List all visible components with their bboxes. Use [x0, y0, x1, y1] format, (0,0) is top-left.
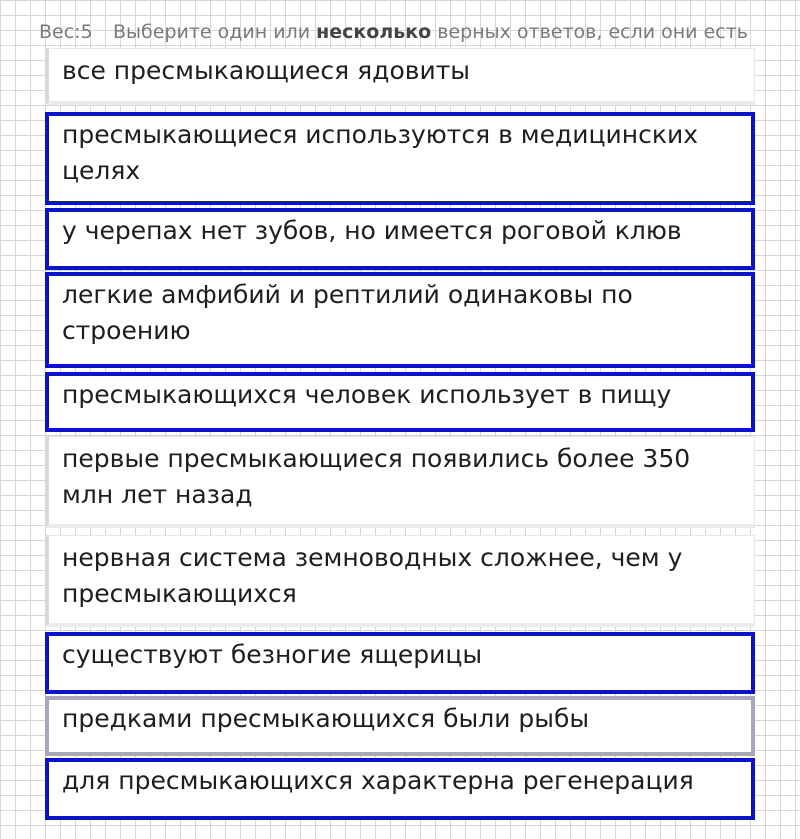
answer-option-10[interactable] — [45, 758, 755, 820]
answer-option-4[interactable] — [45, 272, 755, 368]
answer-option-label: предками пресмыкающихся были рыбы — [62, 704, 590, 733]
instruction-text-bold: несколько — [316, 21, 432, 43]
answer-option-label: существуют безногие ящерицы — [62, 640, 483, 669]
question-header — [0, 19, 800, 45]
answer-option-7[interactable] — [45, 535, 755, 627]
answer-option-9[interactable] — [45, 696, 755, 756]
answer-option-label: пресмыкающиеся используются в медицинских целях — [62, 120, 699, 185]
answer-option-label: пресмыкающихся человек использует в пищу — [62, 380, 672, 409]
answer-option-label: легкие амфибий и рептилий одинаковы по строению — [62, 280, 633, 345]
answer-option-2[interactable] — [45, 112, 755, 205]
answer-option-3[interactable] — [45, 208, 755, 270]
instruction-text-end: верных ответов, если они есть — [431, 21, 748, 43]
instruction-text-start: Выберите один или — [113, 21, 317, 43]
answer-option-5[interactable] — [45, 372, 755, 432]
question-instruction — [113, 19, 748, 45]
answer-option-label: нервная система земноводных сложнее, чем у пресмыкающихся — [62, 543, 683, 608]
answer-option-label: для пресмыкающихся характерна регенерация — [62, 766, 694, 795]
answer-option-label: у черепах нет зубов, но имеется роговой клюв — [62, 216, 682, 245]
answer-option-label: все пресмыкающиеся ядовиты — [62, 56, 471, 85]
answer-option-label: первые пресмыкающиеся появились более 350 млн лет назад — [62, 444, 691, 509]
question-weight: Вес:5 — [39, 21, 93, 43]
answer-option-1[interactable] — [45, 48, 755, 105]
answer-option-8[interactable] — [45, 632, 755, 694]
answer-option-6[interactable] — [45, 436, 755, 528]
